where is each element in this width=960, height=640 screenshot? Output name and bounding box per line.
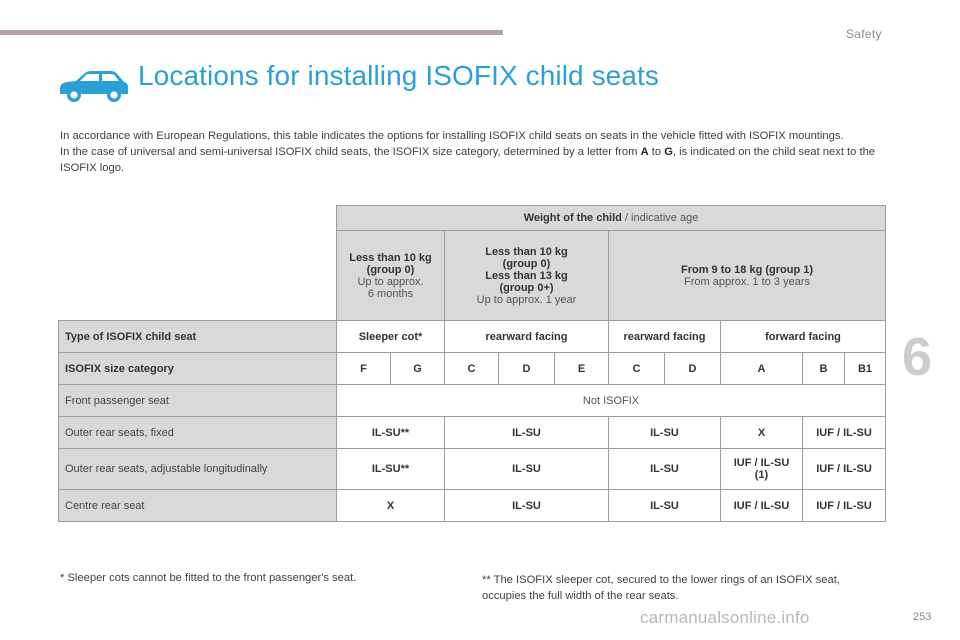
blank-corner	[59, 206, 337, 231]
group-0-header: Less than 10 kg (group 0) Up to approx. 6 months	[337, 231, 445, 321]
table-cell: IL-SU**	[337, 449, 445, 490]
table-cell: IL-SU	[609, 490, 721, 522]
watermark: carmanualsonline.info	[640, 608, 810, 627]
size-cell: B1	[845, 353, 886, 385]
weight-header: Weight of the child / indicative age	[337, 206, 886, 231]
group-0plus-header: Less than 10 kg (group 0) Less than 13 kg (group 0+) Up to approx. 1 year	[445, 231, 609, 321]
size-cell: G	[391, 353, 445, 385]
table-cell: X	[337, 490, 445, 522]
isofix-table	[58, 205, 886, 522]
footnote-2: ** The ISOFIX sleeper cot, secured to the lower rings of an ISOFIX seat, occupies the full width of the rear seats.	[482, 574, 840, 602]
type-sleeper-cot: Sleeper cot*	[337, 321, 445, 353]
size-cell: A	[721, 353, 803, 385]
intro-paragraph-2: In the case of universal and semi-universal ISOFIX child seats, the ISOFIX size category, determined by a letter from A to G, is indicated on the child seat next to the ISOFIX logo.	[60, 146, 876, 174]
intro-text	[60, 128, 880, 176]
intro-paragraph-1: In accordance with European Regulations, this table indicates the options for installing ISOFIX child seats on seats in the vehicle fitted with ISOFIX mountings.	[60, 130, 844, 142]
table-cell: IL-SU	[609, 449, 721, 490]
table-cell: IL-SU**	[337, 417, 445, 449]
front-seat-value: Not ISOFIX	[337, 385, 886, 417]
outer-fixed-label: Outer rear seats, fixed	[59, 417, 337, 449]
size-cell: C	[445, 353, 499, 385]
group-1-header: From 9 to 18 kg (group 1) From approx. 1 to 3 years	[609, 231, 886, 321]
size-cell: E	[555, 353, 609, 385]
page-title: Locations for installing ISOFIX child seats	[138, 60, 659, 91]
size-cell: F	[337, 353, 391, 385]
type-rearward-1: rearward facing	[445, 321, 609, 353]
size-cell: D	[499, 353, 555, 385]
table-cell: IUF / IL-SU	[803, 490, 886, 522]
header-bar	[0, 30, 503, 35]
size-row-label: ISOFIX size category	[59, 353, 337, 385]
table-cell: IUF / IL-SU	[803, 417, 886, 449]
type-forward: forward facing	[721, 321, 886, 353]
size-cell: D	[665, 353, 721, 385]
type-rearward-2: rearward facing	[609, 321, 721, 353]
size-cell: B	[803, 353, 845, 385]
size-cell: C	[609, 353, 665, 385]
type-row-label: Type of ISOFIX child seat	[59, 321, 337, 353]
footnote-1: * Sleeper cots cannot be fitted to the front passenger's seat.	[60, 572, 357, 584]
page-number: 253	[913, 611, 932, 623]
table-cell: IL-SU	[445, 417, 609, 449]
section-label: Safety	[846, 27, 882, 41]
table-cell: IL-SU	[609, 417, 721, 449]
car-icon	[56, 68, 130, 104]
table-cell: X	[721, 417, 803, 449]
table-cell: IL-SU	[445, 449, 609, 490]
table-cell: IUF / IL-SU	[721, 490, 803, 522]
table-cell: IL-SU	[445, 490, 609, 522]
front-seat-label: Front passenger seat	[59, 385, 337, 417]
chapter-number: 6	[902, 327, 933, 387]
centre-rear-label: Centre rear seat	[59, 490, 337, 522]
table-cell: IUF / IL-SU	[803, 449, 886, 490]
outer-adjustable-label: Outer rear seats, adjustable longitudinally	[59, 449, 337, 490]
table-cell: IUF / IL-SU (1)	[721, 449, 803, 490]
